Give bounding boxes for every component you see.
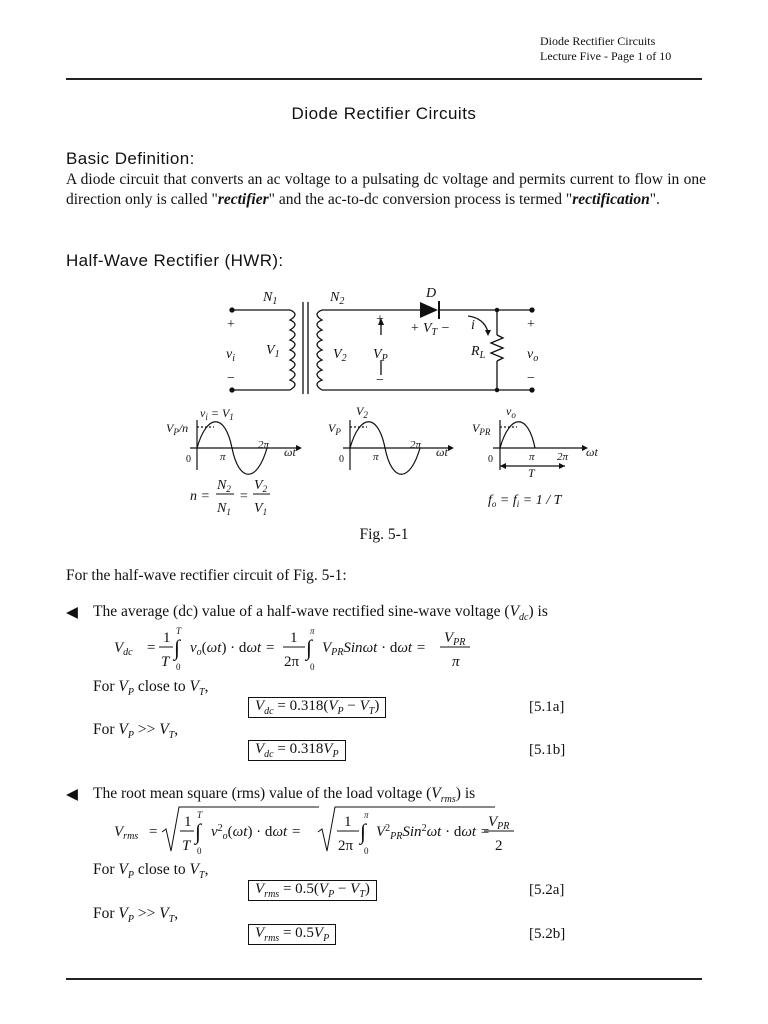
svg-text:0: 0	[197, 846, 202, 856]
turns-ratio-formula	[190, 478, 270, 517]
label-diode: D	[426, 286, 437, 301]
svg-text:π: π	[452, 654, 460, 670]
bullet-1-text: The average (dc) value of a half-wave rectified sine-wave voltage $(V_{dc})$ is	[93, 603, 548, 624]
svg-text:1: 1	[290, 630, 298, 646]
svg-text:T: T	[528, 466, 535, 480]
svg-text:VP/n: $V_P/n$	[166, 421, 189, 437]
svg-text:∫: ∫	[360, 819, 367, 844]
condition-close-1: For $V_P$ close to $V_T$,	[93, 678, 209, 699]
svg-text:−: −	[227, 371, 235, 386]
vdc-integral-equation	[100, 620, 520, 674]
svg-text:V1: $V_1$	[254, 501, 268, 517]
svg-text:2π: 2π	[258, 439, 270, 451]
waveform-secondary	[343, 420, 448, 474]
condition-much-2: For $V_P >> V_T$,	[93, 905, 179, 926]
svg-text:N1: $N_1$	[217, 501, 231, 517]
running-header-title: Diode Rectifier Circuits	[540, 34, 656, 48]
frequency-formula: $f_o = f_i = 1 / T$	[488, 493, 562, 509]
svg-text:T: T	[197, 810, 203, 820]
label-n1: $N_1$	[263, 290, 278, 307]
footer-rule	[66, 978, 702, 980]
definition-paragraph	[66, 170, 706, 209]
hwr-circuit-figure	[0, 280, 768, 530]
label-v2: $V_2$	[333, 347, 347, 364]
svg-text:T: T	[176, 626, 182, 636]
definition-text-b: " and the ac-to-dc conversion process is termed "	[268, 190, 573, 208]
svg-text:V2: $V_2$	[356, 404, 368, 420]
svg-text:π: π	[529, 451, 535, 463]
svg-text:1: 1	[163, 630, 171, 646]
vrms-integral-equation	[100, 802, 540, 860]
svg-text:ωt: ωt	[284, 445, 296, 459]
svg-text:+: +	[527, 317, 535, 332]
label-v1: $V_1$	[266, 343, 280, 360]
bullet-2-text: The root mean square (rms) value of the load voltage $(V_{rms})$ is	[93, 785, 476, 806]
svg-text:Vrms: $V_{rms}$	[114, 824, 139, 842]
bullet-arrow-2: ◀	[66, 786, 78, 803]
header-rule	[66, 78, 702, 80]
svg-text:=: =	[146, 640, 157, 656]
term-rectifier: rectifier	[217, 190, 269, 208]
svg-text:π: π	[373, 451, 379, 463]
label-vi: $v_i$	[226, 347, 235, 364]
svg-text:vo: $v_o$	[506, 404, 516, 420]
svg-text:π: π	[364, 810, 369, 820]
svg-text:VPR: $V_{PR}$	[472, 421, 491, 437]
section-heading-basic: Basic Definition:	[66, 149, 195, 168]
equation-box-5-2b: $V_{rms} = 0.5V_P$	[248, 924, 336, 945]
svg-text:VPR: $V_{PR}$	[488, 814, 510, 832]
svg-text:VPRSinωt · dωt =: $V_{PR}Sin\omega t \cdot d\omega t$ =	[322, 640, 426, 658]
svg-text:2π: 2π	[284, 654, 300, 670]
svg-text:T: T	[182, 838, 191, 854]
intro-sentence: For the half-wave rectifier circuit of Fig. 5-1:	[66, 567, 347, 584]
svg-text:VP: $V_P$	[328, 421, 341, 437]
term-rectification: rectification	[572, 190, 650, 208]
definition-text-a: A diode circuit that converts an ac voltage to a pulsating dc voltage and permits current to flow in one direction only is called "	[66, 171, 706, 208]
bullet-arrow-1: ◀	[66, 604, 78, 621]
svg-text:2π: 2π	[410, 439, 422, 451]
svg-text:=: =	[148, 824, 159, 840]
svg-text:∫: ∫	[174, 635, 181, 660]
svg-text:π: π	[220, 451, 226, 463]
label-vp: $V_P$	[373, 347, 388, 364]
svg-text:Vdc: $V_{dc}$	[114, 640, 133, 658]
label-rl: $R_L$	[471, 344, 486, 361]
svg-text:=: =	[239, 489, 249, 504]
svg-text:0: 0	[176, 662, 181, 672]
svg-text:∫: ∫	[195, 819, 202, 844]
label-current: i	[471, 318, 475, 333]
svg-text:2: 2	[495, 838, 503, 854]
svg-text:1: 1	[184, 814, 192, 830]
svg-text:2π: 2π	[338, 838, 354, 854]
svg-text:vo(ωt) · dωt =: $v_o(\omega t) \cdot d\omega t$ =	[190, 640, 276, 658]
diode-symbol	[420, 301, 439, 319]
svg-text:2π: 2π	[557, 451, 569, 463]
label-vt: + $V_T$ −	[410, 321, 451, 338]
svg-text:0: 0	[186, 454, 191, 465]
svg-text:−: −	[527, 371, 535, 386]
svg-text:0: 0	[488, 454, 493, 465]
equation-tag-5-1b: [5.1b]	[529, 742, 566, 758]
svg-text:vi = V1: $v_i = V_1$	[200, 406, 234, 422]
svg-text:−: −	[376, 373, 384, 388]
svg-text:ωt: ωt	[586, 445, 598, 459]
equation-tag-5-2b: [5.2b]	[529, 926, 566, 942]
svg-text:0: 0	[364, 846, 369, 856]
waveform-output	[493, 420, 582, 470]
definition-text-c: ".	[649, 190, 660, 208]
label-vo: $v_o$	[527, 347, 539, 364]
equation-box-5-2a: $V_{rms} = 0.5(V_P - V_T)$	[248, 880, 377, 901]
svg-text:+: +	[227, 317, 235, 332]
section-heading-hwr: Half-Wave Rectifier (HWR):	[66, 251, 284, 270]
svg-text:+: +	[376, 312, 384, 327]
svg-text:0: 0	[310, 662, 315, 672]
svg-text:VPR: $V_{PR}$	[444, 630, 466, 648]
svg-text:T: T	[161, 654, 170, 670]
running-header-page: Lecture Five - Page 1 of 10	[540, 49, 672, 63]
equation-tag-5-1a: [5.1a]	[529, 699, 565, 715]
condition-close-2: For $V_P$ close to $V_T$,	[93, 861, 209, 882]
svg-text:π: π	[310, 626, 315, 636]
equation-box-5-1a: $V_{dc} = 0.318(V_P - V_T)$	[248, 697, 386, 718]
label-n2: $N_2$	[330, 290, 345, 307]
svg-text:∫: ∫	[306, 635, 313, 660]
svg-text:0: 0	[339, 454, 344, 465]
equation-tag-5-2a: [5.2a]	[529, 882, 565, 898]
svg-text:v2o(ωt) · dωt =: $v^2_o(\omega t) \cdot d\omega t$ =	[211, 823, 302, 842]
svg-text:ωt: ωt	[436, 445, 448, 459]
svg-text:N2: $N_2$	[217, 478, 231, 494]
waveform-input	[190, 420, 296, 474]
condition-much-1: For $V_P >> V_T$,	[93, 721, 179, 742]
figure-caption: Fig. 5-1	[359, 526, 409, 543]
page-title: Diode Rectifier Circuits	[291, 104, 477, 123]
svg-text:n =: n =	[190, 489, 210, 504]
svg-text:1: 1	[344, 814, 352, 830]
equation-box-5-1b: $V_{dc} = 0.318V_P$	[248, 740, 346, 761]
svg-text:V2PRSin2ωt · dωt =: $V^2_{PR}Sin^2\omega t \cdot d\omega t$ =	[376, 823, 490, 842]
svg-text:V2: $V_2$	[254, 478, 268, 494]
